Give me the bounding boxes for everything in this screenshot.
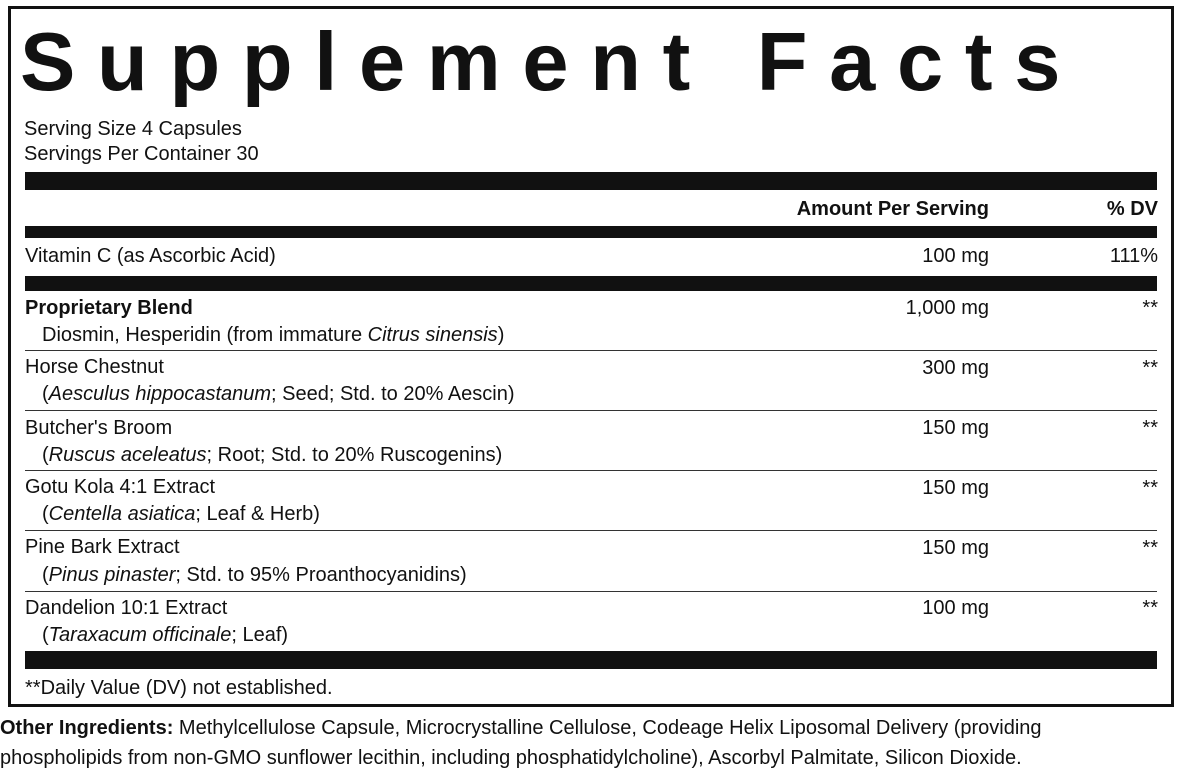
divider-thick-bottom: [25, 651, 1157, 669]
ingredient-amount: 1,000 mg: [905, 297, 989, 319]
dv-footnote: **Daily Value (DV) not established.: [25, 677, 333, 699]
divider-thick-top: [25, 172, 1157, 190]
ingredient-name: Gotu Kola 4:1 Extract: [25, 476, 216, 498]
ingredient-detail: (Ruscus aceleatus; Root; Std. to 20% Ruscogenins): [42, 444, 503, 466]
row-divider: [25, 350, 1157, 351]
ingredient-name: Pine Bark Extract: [25, 536, 180, 558]
ingredient-name: Butcher's Broom: [25, 417, 173, 439]
ingredient-dv: **: [1142, 417, 1158, 439]
panel-title: Supplement Facts: [20, 15, 1083, 108]
row-divider: [25, 410, 1157, 411]
row-divider: [25, 470, 1157, 471]
row-divider: [25, 591, 1157, 592]
other-ingredients: [0, 713, 1182, 773]
ingredient-amount: 100 mg: [922, 597, 989, 619]
divider-vitamins: [25, 276, 1157, 291]
ingredient-name: Horse Chestnut: [25, 356, 164, 378]
ingredient-dv: **: [1142, 357, 1158, 379]
ingredient-dv: **: [1142, 477, 1158, 499]
ingredient-detail: (Taraxacum officinale; Leaf): [42, 624, 289, 646]
ingredient-name: Proprietary Blend: [25, 297, 193, 319]
ingredient-amount: 150 mg: [922, 417, 989, 439]
ingredient-amount: 150 mg: [922, 477, 989, 499]
header-dv: % DV: [1106, 198, 1158, 220]
ingredient-dv: **: [1142, 597, 1158, 619]
ingredient-amount: 150 mg: [922, 537, 989, 559]
other-ingredients-line-1: Other Ingredients: Methylcellulose Capsule, Microcrystalline Cellulose, Codeage Helix Liposomal Delivery (providing: [0, 717, 1042, 739]
ingredient-dv: **: [1142, 297, 1158, 319]
row-divider: [25, 530, 1157, 531]
ingredient-detail: (Pinus pinaster; Std. to 95% Proanthocyanidins): [42, 564, 467, 586]
ingredient-dv: **: [1142, 537, 1158, 559]
ingredient-detail: (Aesculus hippocastanum; Seed; Std. to 20% Aescin): [42, 383, 515, 405]
servings-per-container: Servings Per Container 30: [24, 143, 259, 165]
header-amount: Amount Per Serving: [796, 198, 989, 220]
other-ingredients-line-2: phospholipids from non-GMO sunflower lecithin, including phosphatidylcholine), Ascorbyl Palmitate, Silicon Dioxide.: [0, 747, 1022, 769]
ingredient-detail: Diosmin, Hesperidin (from immature Citrus sinensis): [42, 324, 505, 346]
ingredient-name: Dandelion 10:1 Extract: [25, 597, 228, 619]
other-ingredients-label: Other Ingredients:: [0, 717, 174, 739]
serving-size: Serving Size 4 Capsules: [24, 118, 242, 140]
vitamin-c-amount: 100 mg: [922, 245, 989, 267]
vitamin-c-name: Vitamin C (as Ascorbic Acid): [25, 245, 276, 267]
vitamin-c-dv: 111%: [1109, 245, 1158, 267]
divider-header: [25, 226, 1157, 238]
ingredient-detail: (Centella asiatica; Leaf & Herb): [42, 503, 320, 525]
ingredient-amount: 300 mg: [922, 357, 989, 379]
